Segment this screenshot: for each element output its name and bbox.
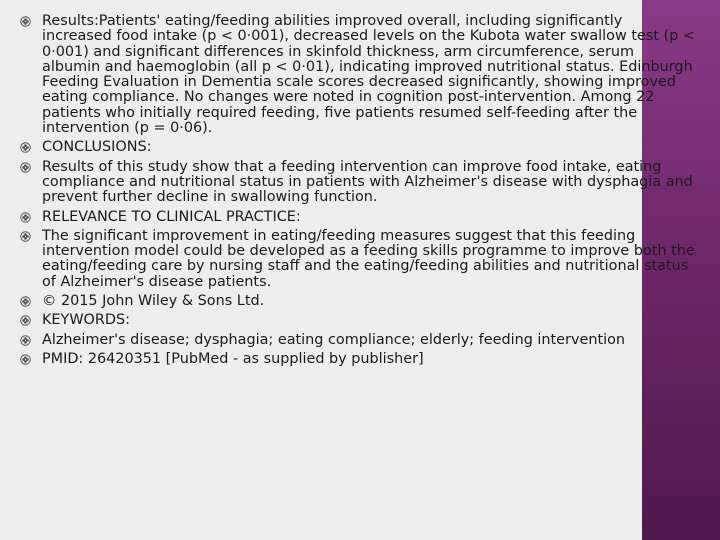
bullet-conclusions-heading	[20, 140, 696, 155]
circled-flower-icon	[20, 335, 31, 346]
bullet-text: The significant improvement in eating/feeding measures suggest that this feeding intervention model could be developed as a feeding skills programme to improve both the eating/feeding care by nursing staff and the eating/feeding abilities and nutritional status of Alzheimer's disease patients.	[42, 227, 695, 290]
bullet-copyright	[20, 294, 696, 309]
bullet-text: PMID: 26420351 [PubMed - as supplied by publisher]	[42, 350, 424, 367]
bullet-text: KEYWORDS:	[42, 312, 130, 329]
bullet-relevance-heading	[20, 210, 696, 225]
bullet-text: Results of this study show that a feeding intervention can improve food intake, eating compliance and nutritional status in patients with Alzheimer's disease with dysphagia and prevent further decline in swallowing function.	[42, 158, 693, 206]
bullet-text: Results:Patients' eating/feeding abilities improved overall, including significantly increased food intake (p < 0·001), decreased levels on the Kubota water swallow test (p < 0·001) and significant differences in skinfold thickness, arm circumference, serum albumin and haemoglobin (all p < 0·01), indicating improved nutritional status. Edinburgh Feeding Evaluation in Dementia scale scores decreased significantly, showing improved eating compliance. No changes were noted in cognition post-intervention. Among 22 patients who initially required feeding, five patients resumed self-feeding after the intervention (p = 0·06).	[42, 13, 695, 137]
circled-flower-icon	[20, 162, 31, 173]
bullet-list	[20, 14, 696, 371]
bullet-relevance	[20, 229, 696, 290]
bullet-text: Alzheimer's disease; dysphagia; eating compliance; elderly; feeding intervention	[42, 331, 626, 348]
circled-flower-icon	[20, 142, 31, 153]
circled-flower-icon	[20, 212, 31, 223]
circled-flower-icon	[20, 354, 31, 365]
circled-flower-icon	[20, 16, 31, 27]
bullet-conclusions	[20, 160, 696, 206]
bullet-results	[20, 14, 696, 136]
bullet-text: RELEVANCE TO CLINICAL PRACTICE:	[42, 208, 301, 225]
circled-flower-icon	[20, 315, 31, 326]
bullet-pmid	[20, 352, 696, 367]
circled-flower-icon	[20, 296, 31, 307]
bullet-text: CONCLUSIONS:	[42, 139, 152, 156]
bullet-keywords	[20, 333, 696, 348]
circled-flower-icon	[20, 231, 31, 242]
bullet-keywords-heading	[20, 313, 696, 328]
bullet-text: © 2015 John Wiley & Sons Ltd.	[42, 293, 265, 310]
